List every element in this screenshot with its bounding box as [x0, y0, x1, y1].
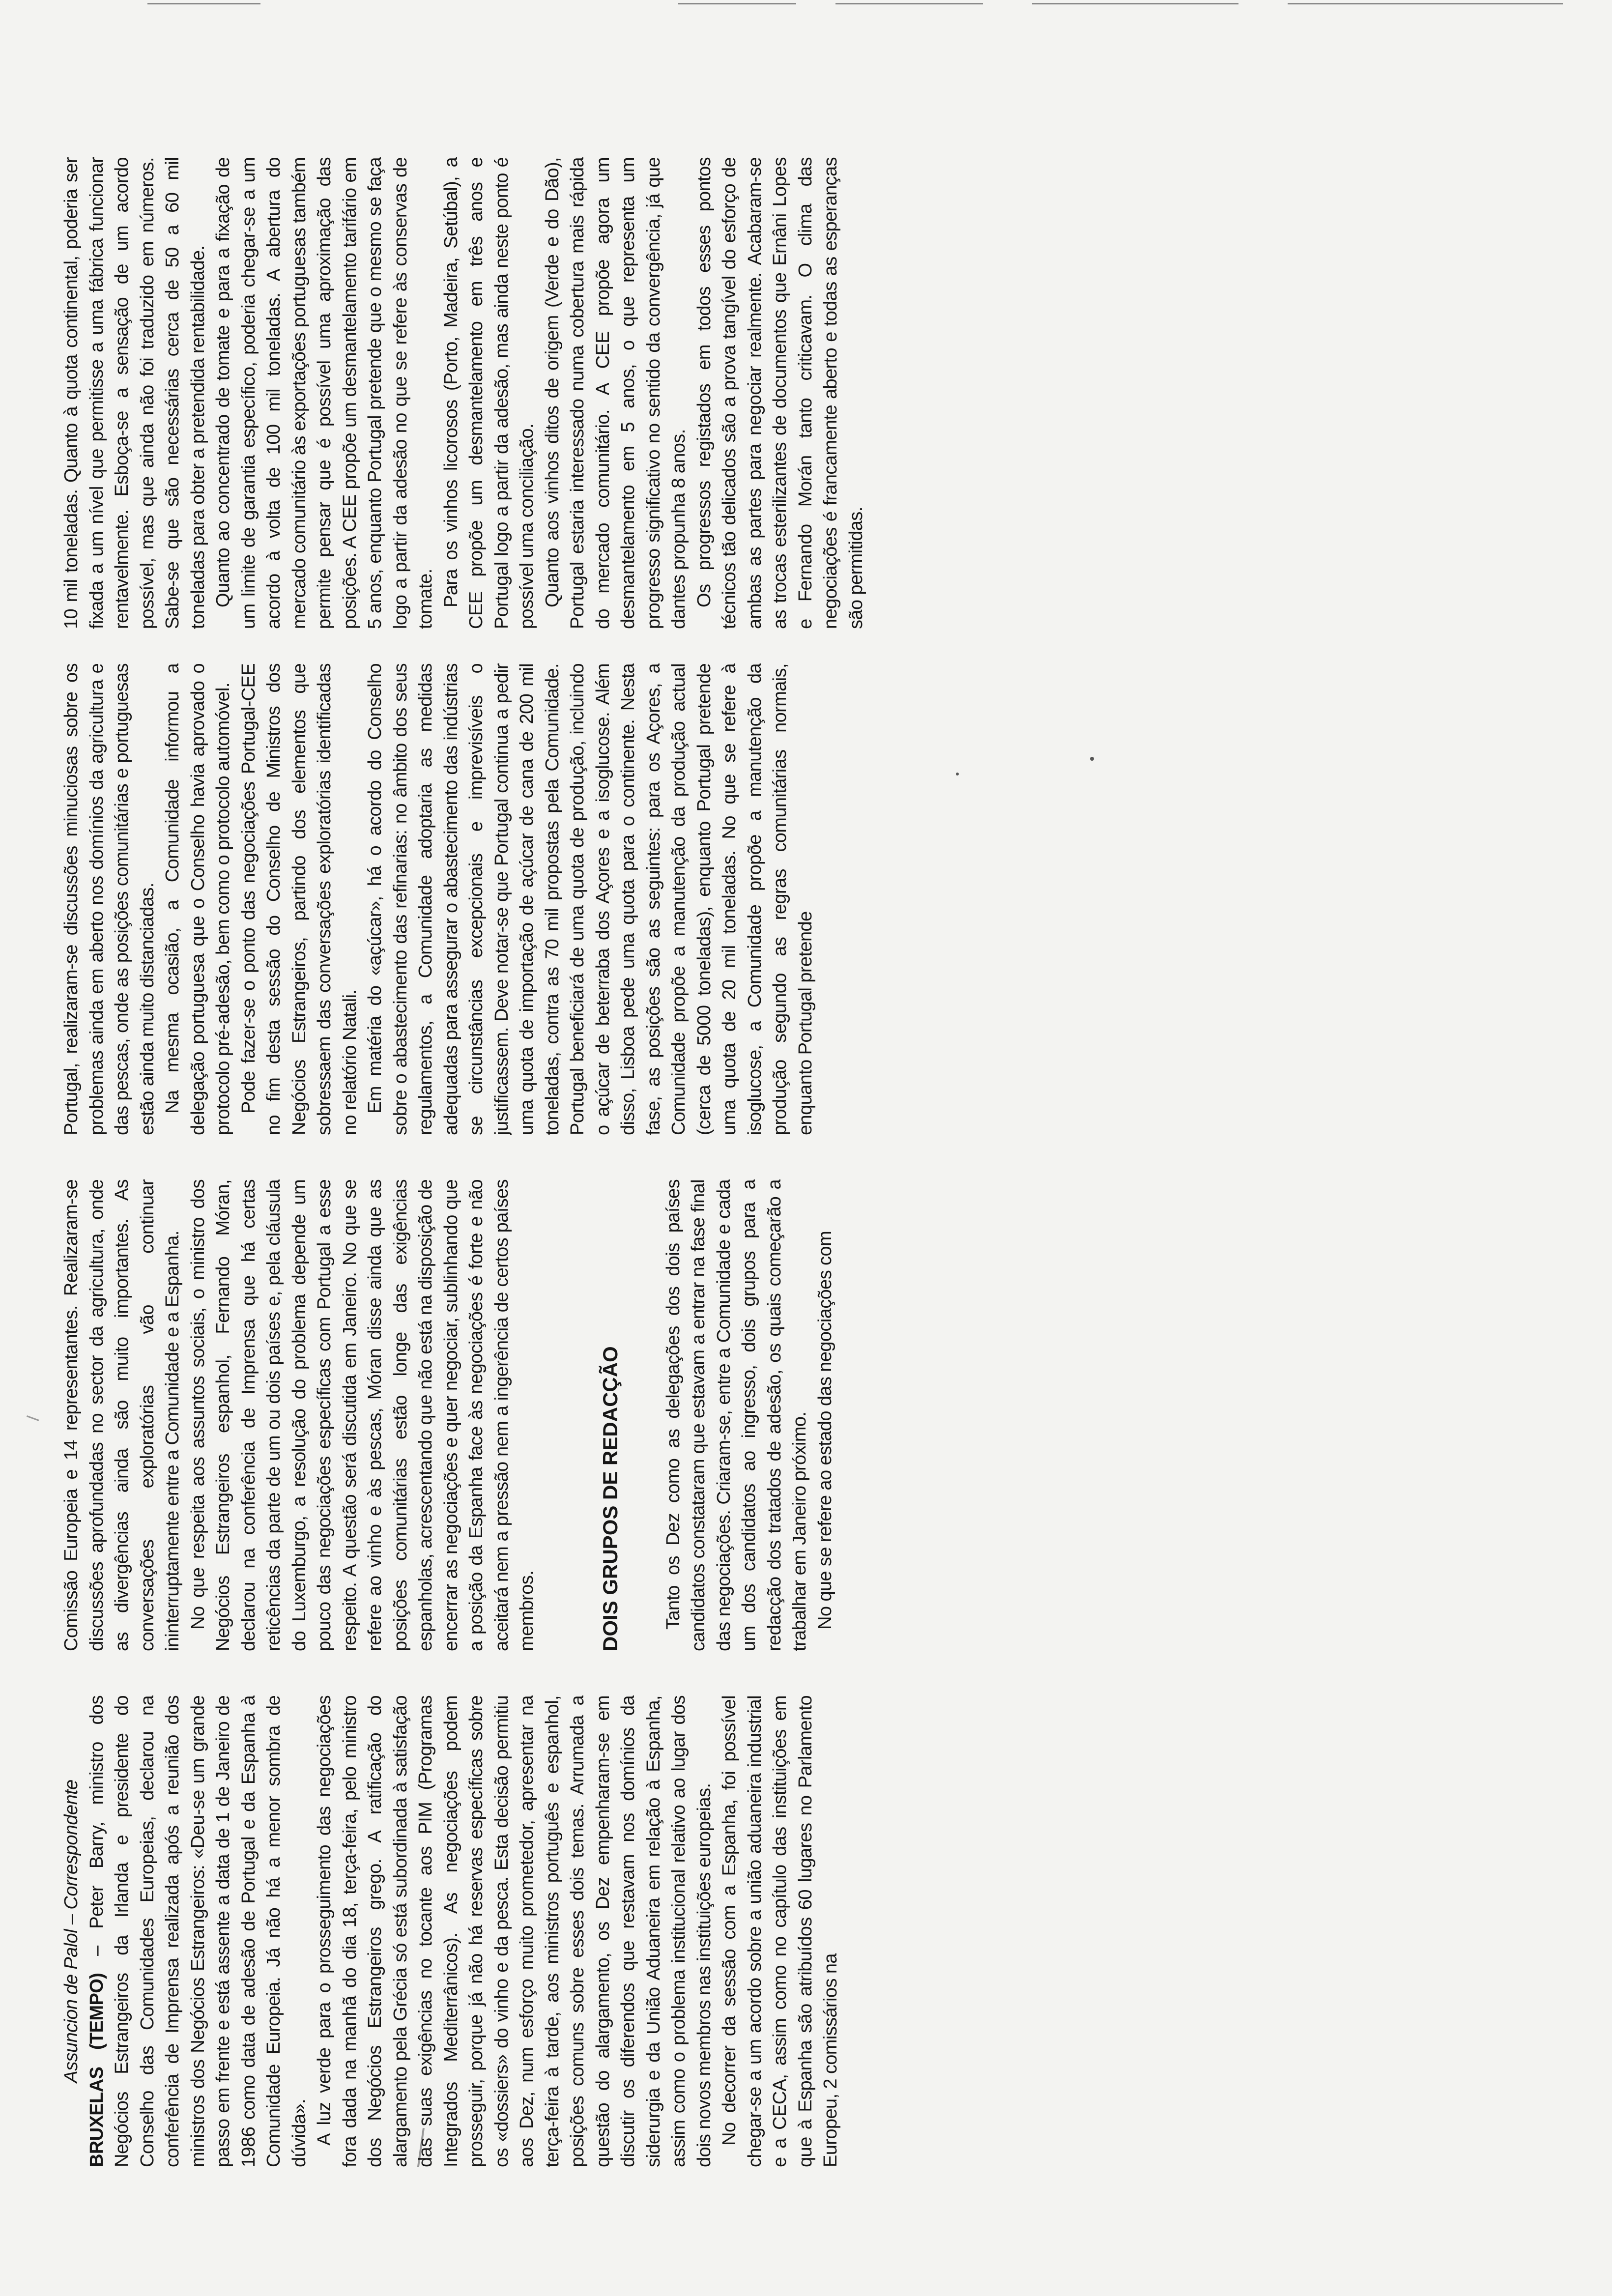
article-paragraph: Em matéria do «açúcar», há o acordo do Conselho sobre o abastecimento das refinarias: no âmbito dos seus regulamentos, a Comunidade adoptaria as medidas adequadas para assegurar o abastecimento das indústrias se circunstâncias excepcionais e imprevisíveis o justificassem. Deve notar-se que Portugal continua a pedir uma quota de importação de açúcar de cana de 200 mil toneladas, contra as 70 mil propostas pela Comunidade. Portugal beneficiará de uma quota de produção, incluindo o açúcar de beterraba dos Açores e a isoglucose. Além disso, Lisboa pede uma quota para o continente. Nesta fase, as posições são as seguintes: para os Açores, a Comunidade propõe a manutenção da produção actual (cerca de 5000 toneladas), enquanto Portugal pretende uma quota de 20 mil toneladas. No que se refere à isoglucose, a Comunidade propõe a manutenção da produção segundo as regras comunitárias normais, enquanto Portugal pretende: [365, 663, 816, 1135]
article-column-3: [59, 663, 1445, 1135]
article-paragraph: Quanto ao concentrado de tomate e para a fixação de um limite de garantia específico, poderia chegar-se a um acordo à volta de 100 mil toneladas. A abertura do mercado comunitário às exportações portuguesas também permite pensar que é possível uma aproximação das posições. A CEE propõe um desmantelamento tarifário em 5 anos, enquanto Portugal pretende que o mesmo se faça logo a partir da adesão no que se refere às conservas de tomate.: [213, 157, 436, 629]
scan-edge-line: [147, 3, 260, 4]
article-paragraph: A luz verde para o prosseguimento das negociações fora dada na manhã do dia 18, terça-feira, pelo ministro dos Negócios Estrangeiros grego. A ratificação do alargamento pela Grécia só está subordinada à satisfação das suas exigências no tocante aos PIM (Programas Integrados Mediterrânicos). As negociações podem prosseguir, porque já não há reservas específicas sobre os «dossiers» do vinho e da pesca. Esta decisão permitiu aos Dez, num esforço muito prometedor, apresentar na terça-feira à tarde, aos ministros português e espanhol, posições comuns sobre esses dois temas. Arrumada a questão do alargamento, os Dez empenharam-se em discutir os diferendos que restavam nos domínios da siderurgia e da União Aduaneira em relação à Espanha, assim como o problema institucional relativo ao lugar dos dois novos membros nas instituições europeias.: [314, 1695, 715, 2167]
article-column-4: [59, 157, 1445, 629]
article-paragraph: Os progressos registados em todos esses pontos técnicos tão delicados são a prova tangível do esforço de ambas as partes para negociar realmente. Acabaram-se as trocas esterilizantes de documentos que Ernâni Lopes e Fernando Morán tanto criticavam. O clima das negociações é francamente aberto e todas as esperanças são permitidas.: [693, 157, 866, 629]
article-paragraph: Quanto aos vinhos ditos de origem (Verde e do Dão), Portugal estaria interessado numa cobertura mais rápida do mercado comunitário. A CEE propõe agora um desmantelamento em 5 anos, o que representa um progresso significativo no sentido da convergência, já que dantes propunha 8 anos.: [542, 157, 689, 629]
byline: Assuncion de Palol – Correspondente: [61, 1779, 82, 2083]
article-paragraph: No decorrer da sessão com a Espanha, foi possível chegar-se a um acordo sobre a união aduaneira industrial e a CECA, assim como no capítulo das instituições em que à Espanha são atribuídos 60 lugares no Parlamento Europeu, 2 comissários na: [719, 1695, 841, 2167]
dateline: BRUXELAS (TEMPO): [86, 1973, 107, 2167]
article-paragraph: No que respeita aos assuntos sociais, o ministro dos Negócios Estrangeiros espanhol, Fernando Móran, declarou na conferência de Imprensa que há certas reticências da parte de um ou dois países e, pela cláusula do Luxemburgo, a resolução do problema depende um pouco das negociações específicas com Portugal a esse respeito. A questão será discutida em Janeiro. No que se refere ao vinho e às pescas, Móran disse ainda que as posições comunitárias estão longe das exigências espanholas, acrescentando que não está na disposição de encerrar as negociações e quer negociar, sublinhando que a posição da Espanha face às negociações é forte e não aceitará nem a pressão nem a ingerência de certos países membros.: [187, 1179, 537, 1651]
article-paragraph: Tanto os Dez como as delegações dos dois países candidatos constataram que estavam a entrar na fase final das negociações. Criaram-se, entre a Comunidade e cada um dos candidatos ao ingresso, dois grupos para a redacção dos tratados de adesão, os quais começarão a trabalhar em Janeiro próximo.: [662, 1179, 810, 1651]
article-paragraph: Comissão Europeia e 14 representantes. Realizaram-se discussões aprofundadas no sector da agricultura, onde as divergências ainda são muito importantes. As conversações exploratórias vão continuar ininterruptamente entre a Comunidade e a Espanha.: [61, 1179, 183, 1651]
section-subheading: DOIS GRUPOS DE REDACÇÃO: [598, 1346, 622, 1651]
scan-edge-line: [678, 3, 796, 4]
article-paragraph: Na mesma ocasião, a Comunidade informou a delegação portuguesa que o Conselho havia aprovado o protocolo pré-adesão, bem como o protocolo automóvel.: [162, 663, 233, 1135]
scan-streak: [27, 1415, 39, 1421]
scan-edge-line: [1032, 3, 1238, 4]
article-column-1: [59, 1695, 1445, 2167]
article-paragraph: Pode fazer-se o ponto das negociações Portugal-CEE no fim desta sessão do Conselho de Ministros dos Negócios Estrangeiros, partindo dos elementos que sobressaem das conversações exploratórias identificadas no relatório Natali.: [238, 663, 360, 1135]
scan-edge-line: [1288, 3, 1563, 4]
scan-edge-line: [835, 3, 983, 4]
article-paragraph: 10 mil toneladas. Quanto à quota continental, poderia ser fixada a um nível que permitisse a uma fábrica funcionar rentavelmente. Esboça-se a sensação de um acordo possível, mas que ainda não foi traduzido em números. Sabe-se que são necessárias cerca de 50 a 60 mil toneladas para obter a pretendida rentabilidade.: [61, 157, 208, 629]
article-paragraph: No que se refere ao estado das negociações com: [814, 1231, 835, 1630]
newspaper-article: [59, 118, 1445, 2182]
article-column-2: [59, 1179, 1445, 1651]
article-paragraph: Portugal, realizaram-se discussões minuciosas sobre os problemas ainda em aberto nos domínios da agricultura e das pescas, onde as posições comunitárias e portuguesas estão ainda muito distanciadas.: [61, 663, 158, 1135]
article-paragraph: [85, 1695, 313, 2167]
paragraph-text: – Peter Barry, ministro dos Negócios Estrangeiros da Irlanda e presidente do Conselho das Comunidades Europeias, declarou na conferência de Imprensa realizada após a reunião dos ministros dos Negócios Estrangeiros: «Deu-se um grande passo em frente e está assente a data de 1 de Janeiro de 1986 como data de adesão de Portugal e da Espanha à Comunidade Europeia. Já não há a menor sombra de dúvida».: [86, 1695, 310, 2167]
article-paragraph: Para os vinhos licorosos (Porto, Madeira, Setúbal), a CEE propõe um desmantelamento em três anos e Portugal logo a partir da adesão, mas ainda neste ponto é possível uma conciliação.: [440, 157, 537, 629]
